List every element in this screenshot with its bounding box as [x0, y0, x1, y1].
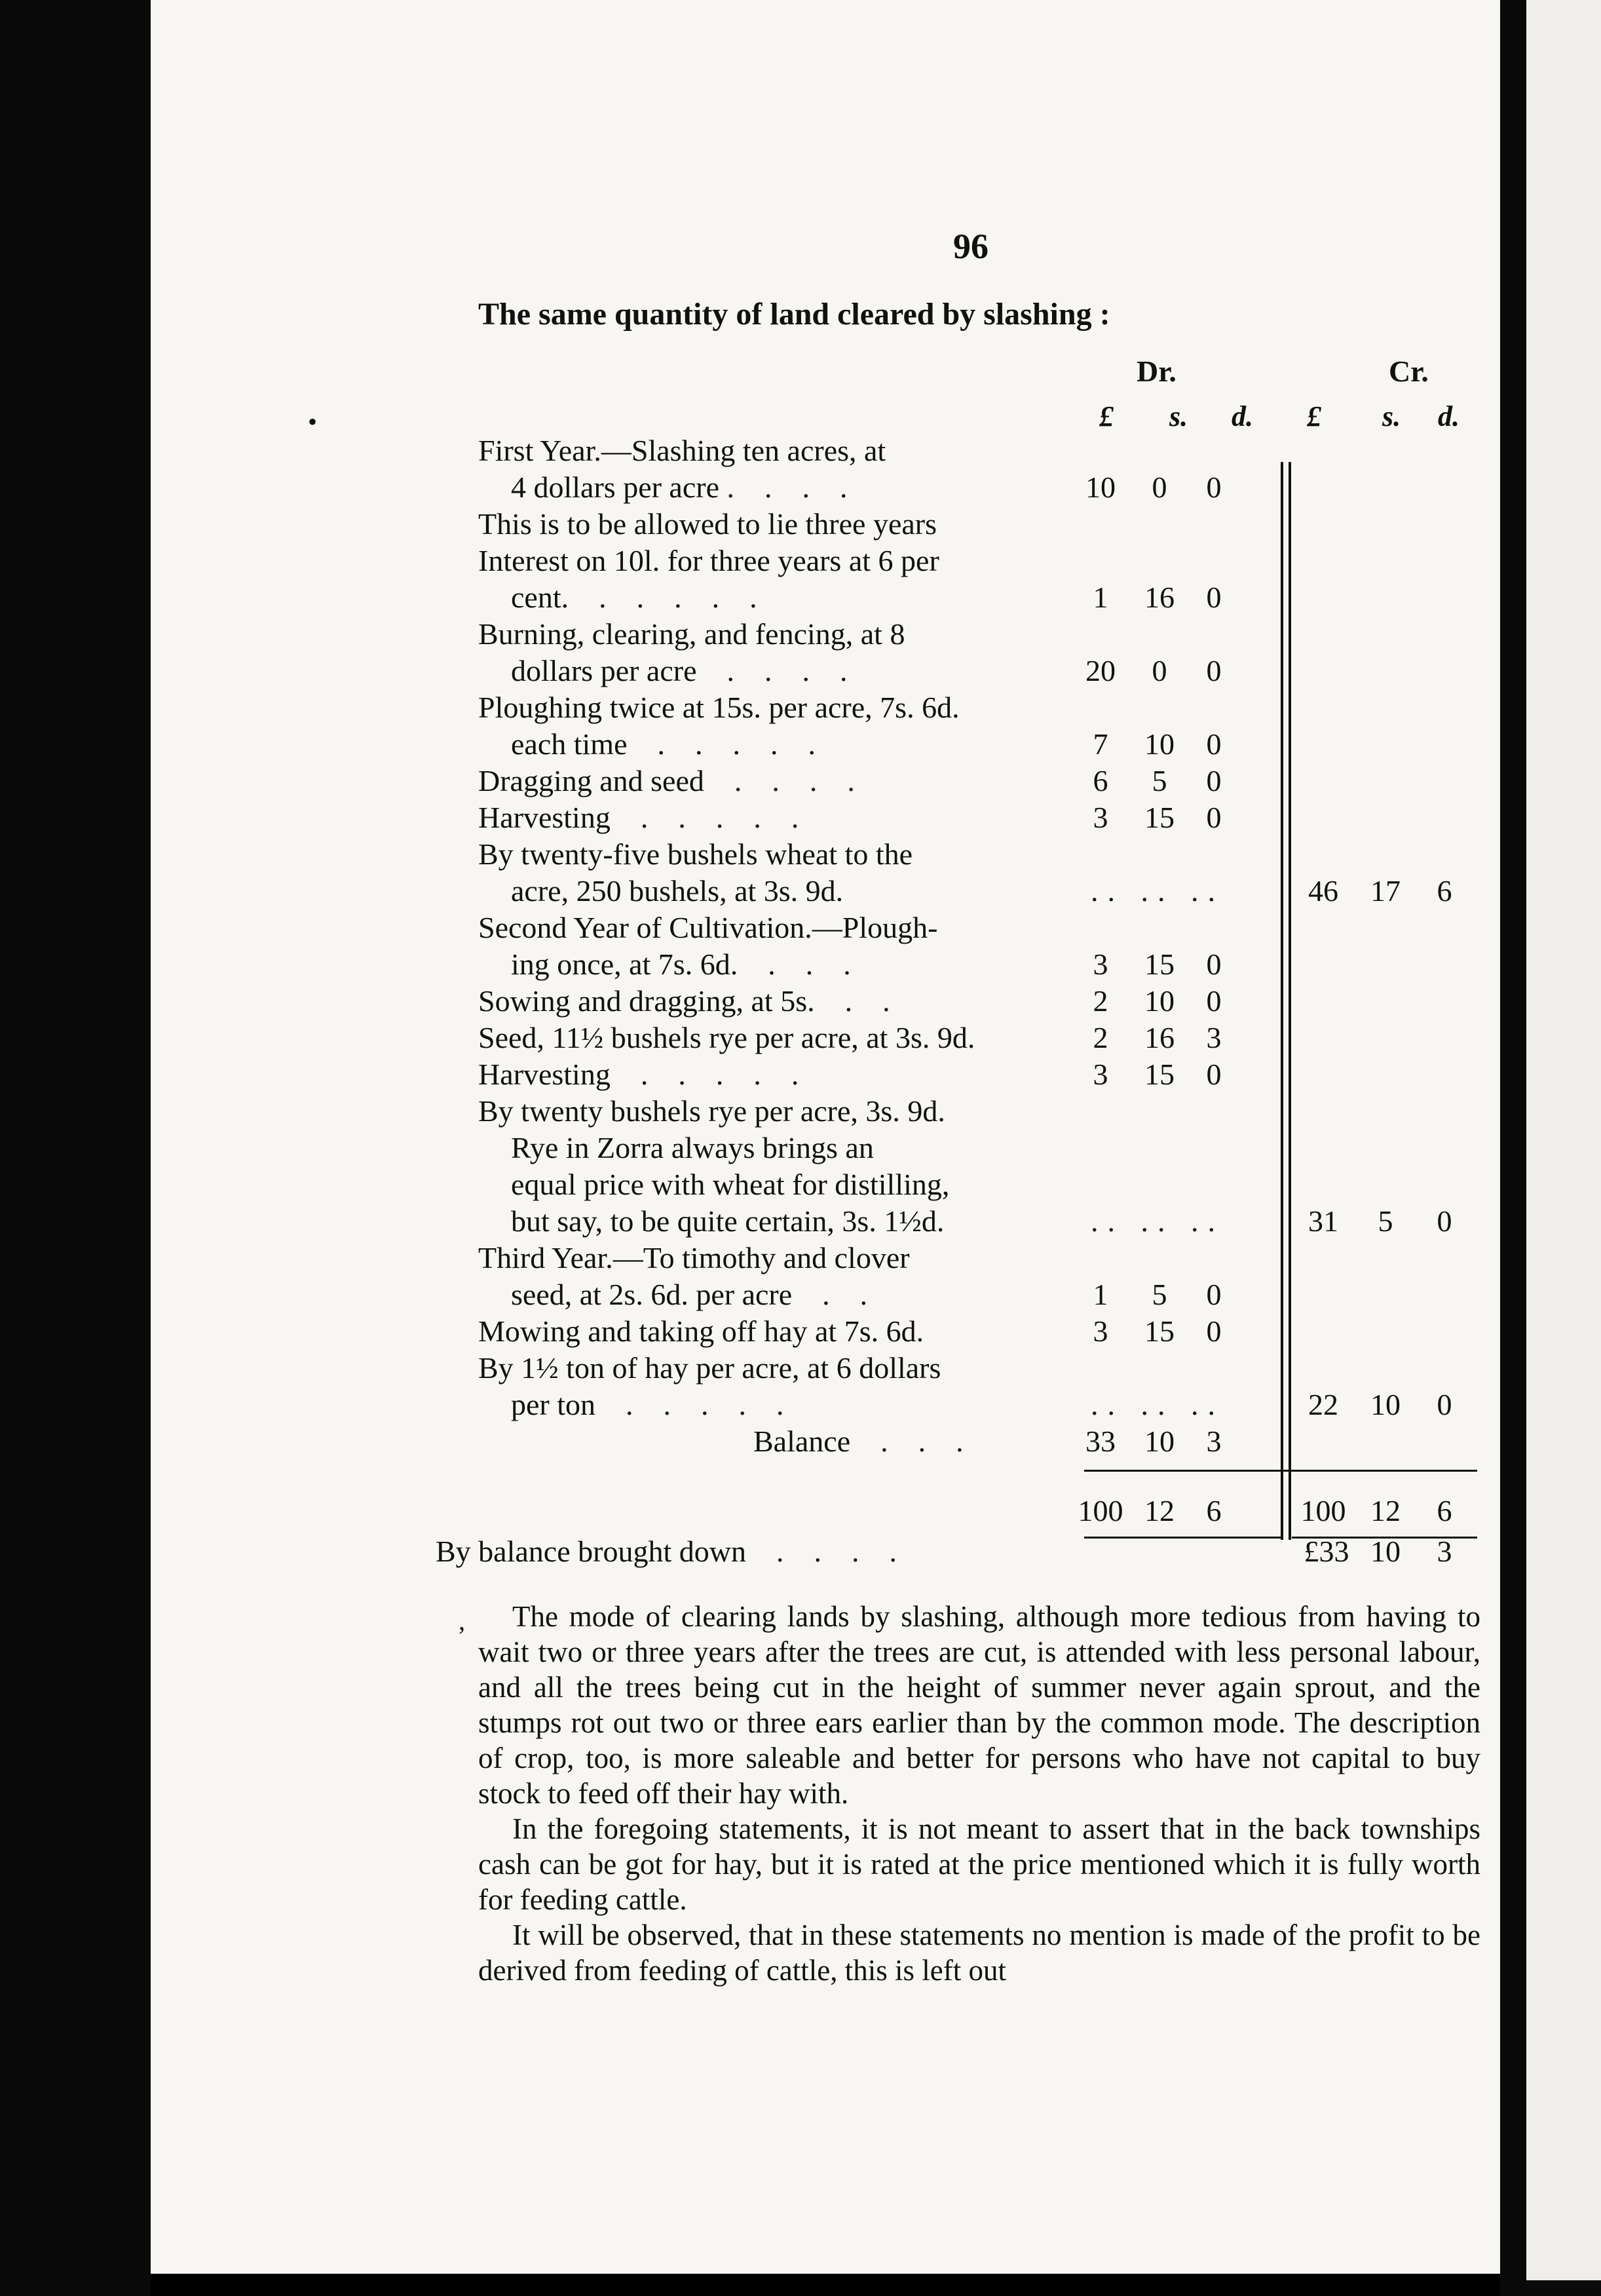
adjacent-page-edge — [1526, 0, 1601, 2280]
debit-column-header: Dr. — [1137, 354, 1177, 388]
credit-amount: 22 — [1308, 1388, 1338, 1421]
debit-amount: 0 — [1206, 727, 1222, 761]
debit-amount: 16 — [1144, 581, 1175, 614]
ledger-row-text: Harvesting . . . . . — [478, 1058, 799, 1091]
ledger-row-text: dollars per acre . . . . — [511, 654, 848, 687]
debit-amount: 0 — [1206, 581, 1222, 614]
total-dr-pounds: 100 — [1078, 1494, 1123, 1527]
ledger-row-text: By twenty bushels rye per acre, 3s. 9d. — [478, 1094, 945, 1128]
total-dr-shillings: 12 — [1144, 1494, 1175, 1527]
ledger-row-text: each time . . . . . — [511, 727, 816, 761]
debit-amount: 16 — [1144, 1021, 1175, 1054]
debit-amount: 15 — [1144, 1058, 1175, 1091]
debit-amount: 0 — [1206, 654, 1222, 687]
debit-amount: 0 — [1206, 801, 1222, 834]
debit-amount: 3 — [1093, 947, 1108, 981]
ledger-row-text: Burning, clearing, and fencing, at 8 — [478, 617, 905, 651]
ledger-row — [478, 689, 1480, 726]
ledger-row-text: First Year.—Slashing ten acres, at — [478, 434, 886, 467]
unit-pence-dr: d. — [1232, 400, 1253, 432]
ledger-row — [478, 579, 1480, 616]
ledger-row — [478, 1093, 1480, 1130]
debit-amount: 3 — [1206, 1425, 1222, 1458]
debit-amount: 5 — [1152, 1278, 1167, 1311]
ledger-row-text: cent. . . . . . — [511, 581, 757, 614]
leader-dots: .. .. .. — [1091, 874, 1224, 908]
ledger-row-text: Balance . . . — [753, 1425, 964, 1458]
credit-amount: 0 — [1437, 1204, 1452, 1238]
total-cr-shillings: 12 — [1370, 1494, 1401, 1527]
ledger-row-text: acre, 250 bushels, at 3s. 9d. — [511, 874, 844, 908]
debit-amount: 3 — [1093, 801, 1108, 834]
ledger-row-text: equal price with wheat for distilling, — [511, 1168, 950, 1201]
debit-amount: 0 — [1152, 654, 1167, 687]
ledger-row — [478, 469, 1480, 506]
debit-amount: 0 — [1206, 1058, 1222, 1091]
brought-down-shillings: 10 — [1370, 1535, 1401, 1568]
debit-amount: 5 — [1152, 764, 1167, 797]
paragraph: It will be observed, that in these statements no mention is made of the profit to be derived from feeding of cattle, this is left out — [478, 1919, 1480, 1987]
ledger-row — [478, 909, 1480, 946]
ledger-row — [478, 799, 1480, 836]
debit-amount: 6 — [1093, 764, 1108, 797]
ledger-row-text: per ton . . . . . — [511, 1388, 784, 1421]
debit-amount: 2 — [1093, 1021, 1108, 1054]
body-text — [478, 1599, 1480, 1988]
margin-mark: • — [308, 407, 318, 436]
debit-amount: 7 — [1093, 727, 1108, 761]
ledger-row — [478, 873, 1480, 909]
debit-amount: 0 — [1206, 470, 1222, 504]
book-page — [151, 0, 1500, 2274]
total-dr-pence: 6 — [1206, 1494, 1222, 1527]
debit-amount: 10 — [1144, 984, 1175, 1018]
ledger-row — [478, 946, 1480, 983]
ledger-row-text: Seed, 11½ bushels rye per acre, at 3s. 9d. — [478, 1021, 975, 1054]
debit-amount: 0 — [1206, 947, 1222, 981]
ledger-row-text: but say, to be quite certain, 3s. 1½d. — [511, 1204, 945, 1238]
debit-amount: 10 — [1085, 470, 1116, 504]
credit-amount: 46 — [1308, 874, 1338, 908]
ledger-row — [478, 1166, 1480, 1203]
ledger-row-text: 4 dollars per acre . . . . — [511, 470, 848, 504]
ledger-row — [478, 1387, 1480, 1423]
debit-amount: 10 — [1144, 727, 1175, 761]
credit-amount: 10 — [1370, 1388, 1401, 1421]
ledger-row-text: Second Year of Cultivation.—Plough- — [478, 911, 938, 944]
totals-row — [1074, 1493, 1480, 1529]
brought-down-pence: 3 — [1437, 1535, 1452, 1568]
credit-amount: 5 — [1378, 1204, 1393, 1238]
debit-amount: 10 — [1144, 1425, 1175, 1458]
ledger-row-text: Sowing and dragging, at 5s. . . — [478, 984, 890, 1018]
scan-border-left — [0, 0, 151, 2296]
leader-dots: .. .. .. — [1091, 1204, 1224, 1238]
credit-column-header: Cr. — [1389, 354, 1429, 388]
ledger-row — [478, 763, 1480, 799]
ledger-row-text: Interest on 10l. for three years at 6 per — [478, 544, 939, 577]
unit-shillings-cr: s. — [1382, 400, 1401, 432]
debit-amount: 20 — [1085, 654, 1116, 687]
ledger-row-text: This is to be allowed to lie three years — [478, 507, 937, 541]
page-number: 96 — [953, 227, 989, 266]
ledger-row — [478, 1020, 1480, 1056]
total-cr-pence: 6 — [1437, 1494, 1452, 1527]
unit-shillings-dr: s. — [1169, 400, 1188, 432]
unit-pence-cr: d. — [1438, 400, 1460, 432]
debit-amount: 3 — [1206, 1021, 1222, 1054]
ledger-row — [478, 1203, 1480, 1240]
column-divider-right — [1289, 462, 1291, 1540]
margin-mark-2: , — [459, 1606, 465, 1636]
paragraph: In the foregoing statements, it is not meant to assert that in the back townships cash can be got for hay, but it is rated at the price mentioned which it is fully worth for feeding cattle. — [478, 1812, 1480, 1916]
debit-amount: 0 — [1206, 764, 1222, 797]
paragraph: The mode of clearing lands by slashing, although more tedious from having to wait two or three years after the trees are cut, is attended with less personal labour, and all the trees being cut in the height of summer never again sprout, and the stumps rot out two or three ears earlier than by the common mode. The description of crop, too, is more saleable and better for persons who have not capital to buy stock to feed off their hay with. — [478, 1600, 1480, 1810]
ledger-row — [478, 432, 1480, 469]
credit-amount: 31 — [1308, 1204, 1338, 1238]
ledger-row — [478, 1313, 1480, 1350]
leader-dots: .. .. .. — [1091, 1388, 1224, 1421]
ledger-row-text: Third Year.—To timothy and clover — [478, 1241, 910, 1274]
total-cr-pounds: 100 — [1300, 1494, 1346, 1527]
ledger-row-text: Rye in Zorra always brings an — [511, 1131, 874, 1164]
ledger-row — [478, 1240, 1480, 1276]
ledger-row-text: Harvesting . . . . . — [478, 801, 799, 834]
unit-pounds-cr: £ — [1307, 400, 1321, 432]
ledger-row — [478, 616, 1480, 653]
debit-amount: 1 — [1093, 581, 1108, 614]
ledger-row-text: By twenty-five bushels wheat to the — [478, 837, 913, 871]
credit-amount: 6 — [1437, 874, 1452, 908]
debit-amount: 0 — [1206, 1278, 1222, 1311]
ledger-row — [478, 543, 1480, 579]
ledger-row-text: Ploughing twice at 15s. per acre, 7s. 6d. — [478, 691, 960, 724]
debit-amount: 3 — [1093, 1058, 1108, 1091]
account-ledger — [478, 432, 1480, 1460]
debit-amount: 15 — [1144, 801, 1175, 834]
unit-pounds-dr: £ — [1099, 400, 1114, 432]
debit-amount: 15 — [1144, 1314, 1175, 1348]
ledger-row-text: ing once, at 7s. 6d. . . . — [511, 947, 851, 981]
section-heading: The same quantity of land cleared by slashing : — [478, 297, 1110, 332]
ledger-row — [478, 1423, 1480, 1460]
ledger-row — [478, 1056, 1480, 1093]
brought-down-label: By balance brought down . . . . — [436, 1535, 897, 1568]
ledger-row — [478, 726, 1480, 763]
ledger-row — [478, 983, 1480, 1020]
brought-down-pounds: £33 — [1304, 1535, 1349, 1568]
ledger-row-text: seed, at 2s. 6d. per acre . . — [511, 1278, 868, 1311]
ledger-row-text: By 1½ ton of hay per acre, at 6 dollars — [478, 1351, 941, 1385]
debit-amount: 0 — [1206, 984, 1222, 1018]
total-rule-top — [1084, 1470, 1477, 1472]
ledger-row — [478, 1276, 1480, 1313]
debit-amount: 1 — [1093, 1278, 1108, 1311]
debit-amount: 15 — [1144, 947, 1175, 981]
brought-down-row — [436, 1533, 1484, 1570]
debit-amount: 0 — [1206, 1314, 1222, 1348]
ledger-row — [478, 506, 1480, 543]
ledger-row — [478, 836, 1480, 873]
debit-amount: 2 — [1093, 984, 1108, 1018]
debit-amount: 33 — [1085, 1425, 1116, 1458]
credit-amount: 0 — [1437, 1388, 1452, 1421]
ledger-row-text: Dragging and seed . . . . — [478, 764, 855, 797]
debit-amount: 0 — [1152, 470, 1167, 504]
ledger-row — [478, 653, 1480, 689]
debit-amount: 3 — [1093, 1314, 1108, 1348]
ledger-row-text: Mowing and taking off hay at 7s. 6d. — [478, 1314, 924, 1348]
ledger-row — [478, 1130, 1480, 1166]
ledger-row — [478, 1350, 1480, 1387]
credit-amount: 17 — [1370, 874, 1401, 908]
column-divider-left — [1281, 462, 1283, 1540]
